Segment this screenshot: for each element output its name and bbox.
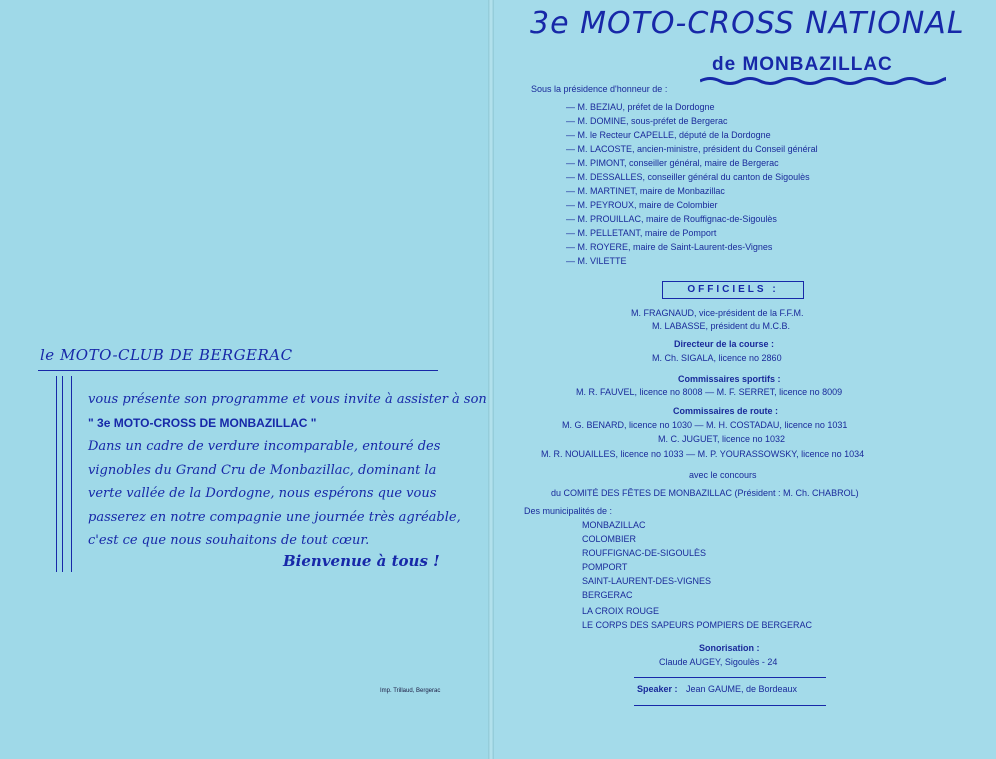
presidence-item: — M. DOMINE, sous-préfet de Bergerac — [566, 116, 728, 126]
welcome-text: Bienvenue à tous ! — [283, 552, 440, 570]
intro-line: vous présente son programme et vous invite à assister à son — [88, 392, 487, 407]
comite-line: du COMITÉ DES FÊTES DE MONBAZILLAC (Président : M. Ch. CHABROL) — [551, 488, 859, 498]
decorative-vertical-bars — [56, 376, 72, 572]
event-title: 3e MOTO-CROSS NATIONAL — [530, 6, 965, 41]
municipalite-item: SAINT-LAURENT-DES-VIGNES — [582, 576, 712, 586]
club-title: le MOTO-CLUB DE BERGERAC — [40, 346, 293, 364]
presidence-item: — M. BEZIAU, préfet de la Dordogne — [566, 102, 715, 112]
presidence-intro: Sous la présidence d'honneur de : — [531, 84, 668, 94]
divider — [634, 705, 826, 706]
comm-route-label: Commissaires de route : — [673, 406, 779, 416]
presidence-item: — M. VILETTE — [566, 256, 627, 266]
sono-label: Sonorisation : — [699, 643, 760, 653]
presidence-item: — M. PEYROUX, maire de Colombier — [566, 200, 718, 210]
sono-name: Claude AUGEY, Sigoulès - 24 — [659, 657, 778, 667]
event-location: de MONBAZILLAC — [712, 54, 893, 75]
comm-sportifs-names: M. R. FAUVEL, licence no 8008 — M. F. SERRET, licence no 8009 — [576, 387, 843, 397]
intro-line: vignobles du Grand Cru de Monbazillac, dominant la — [88, 462, 437, 478]
printer-credit: Imp. Trillaud, Bergerac — [380, 688, 441, 694]
municipalite-item: POMPORT — [582, 562, 628, 572]
municipalite-item: BERGERAC — [582, 590, 633, 600]
wave-underline — [700, 76, 946, 86]
left-page — [0, 0, 490, 759]
intro-text — [88, 388, 487, 553]
presidence-item: — M. MARTINET, maire de Monbazillac — [566, 186, 725, 196]
concours-intro: avec le concours — [689, 470, 757, 480]
presidence-item: — M. PIMONT, conseiller général, maire de Bergerac — [566, 158, 779, 168]
intro-line: verte vallée de la Dordogne, nous espérons que vous — [88, 486, 437, 501]
presidence-item: — M. ROYERE, maire de Saint-Laurent-des-Vignes — [566, 242, 773, 252]
comm-route-item: M. C. JUGUET, licence no 1032 — [658, 434, 786, 444]
municipalites-intro: Des municipalités de : — [524, 506, 613, 516]
municipalite-item: ROUFFIGNAC-DE-SIGOULÈS — [582, 548, 707, 558]
presidence-item: — M. le Recteur CAPELLE, député de la Dordogne — [566, 130, 771, 140]
comm-route-item: M. G. BENARD, licence no 1030 — M. H. COSTADAU, licence no 1031 — [562, 420, 848, 430]
presidence-item: — M. PELLETANT, maire de Pomport — [566, 228, 717, 238]
directeur-label: Directeur de la course : — [674, 339, 775, 349]
officiels-heading: OFFICIELS : — [662, 281, 804, 299]
intro-line: Dans un cadre de verdure incomparable, entouré des — [88, 439, 441, 454]
speaker-label: Speaker : — [637, 684, 678, 694]
page-fold — [488, 0, 494, 759]
intro-line-event-name: " 3e MOTO-CROSS DE MONBAZILLAC " — [88, 415, 317, 430]
presidence-item: — M. PROUILLAC, maire de Rouffignac-de-Sigoulès — [566, 214, 777, 224]
speaker-name: Jean GAUME, de Bordeaux — [686, 684, 798, 694]
intro-line: passerez en notre compagnie une journée très agréable, — [88, 509, 461, 525]
presidence-item: — M. DESSALLES, conseiller général du canton de Sigoulès — [566, 172, 810, 182]
officiel-item: M. FRAGNAUD, vice-président de la F.F.M. — [631, 308, 804, 318]
intro-line: c'est ce que nous souhaitons de tout cœur. — [88, 533, 370, 548]
comm-sportifs-label: Commissaires sportifs : — [678, 374, 781, 384]
club-title-rule — [38, 370, 438, 371]
comm-route-item: M. R. NOUAILLES, licence no 1033 — M. P. YOURASSOWSKY, licence no 1034 — [541, 449, 865, 459]
other-item: LA CROIX ROUGE — [582, 606, 660, 616]
presidence-item: — M. LACOSTE, ancien-ministre, président du Conseil général — [566, 144, 818, 154]
municipalite-item: MONBAZILLAC — [582, 520, 646, 530]
other-item: LE CORPS DES SAPEURS POMPIERS DE BERGERAC — [582, 620, 813, 630]
officiel-item: M. LABASSE, président du M.C.B. — [652, 321, 791, 331]
directeur-name: M. Ch. SIGALA, licence no 2860 — [652, 353, 782, 363]
municipalite-item: COLOMBIER — [582, 534, 637, 544]
divider — [634, 677, 826, 678]
